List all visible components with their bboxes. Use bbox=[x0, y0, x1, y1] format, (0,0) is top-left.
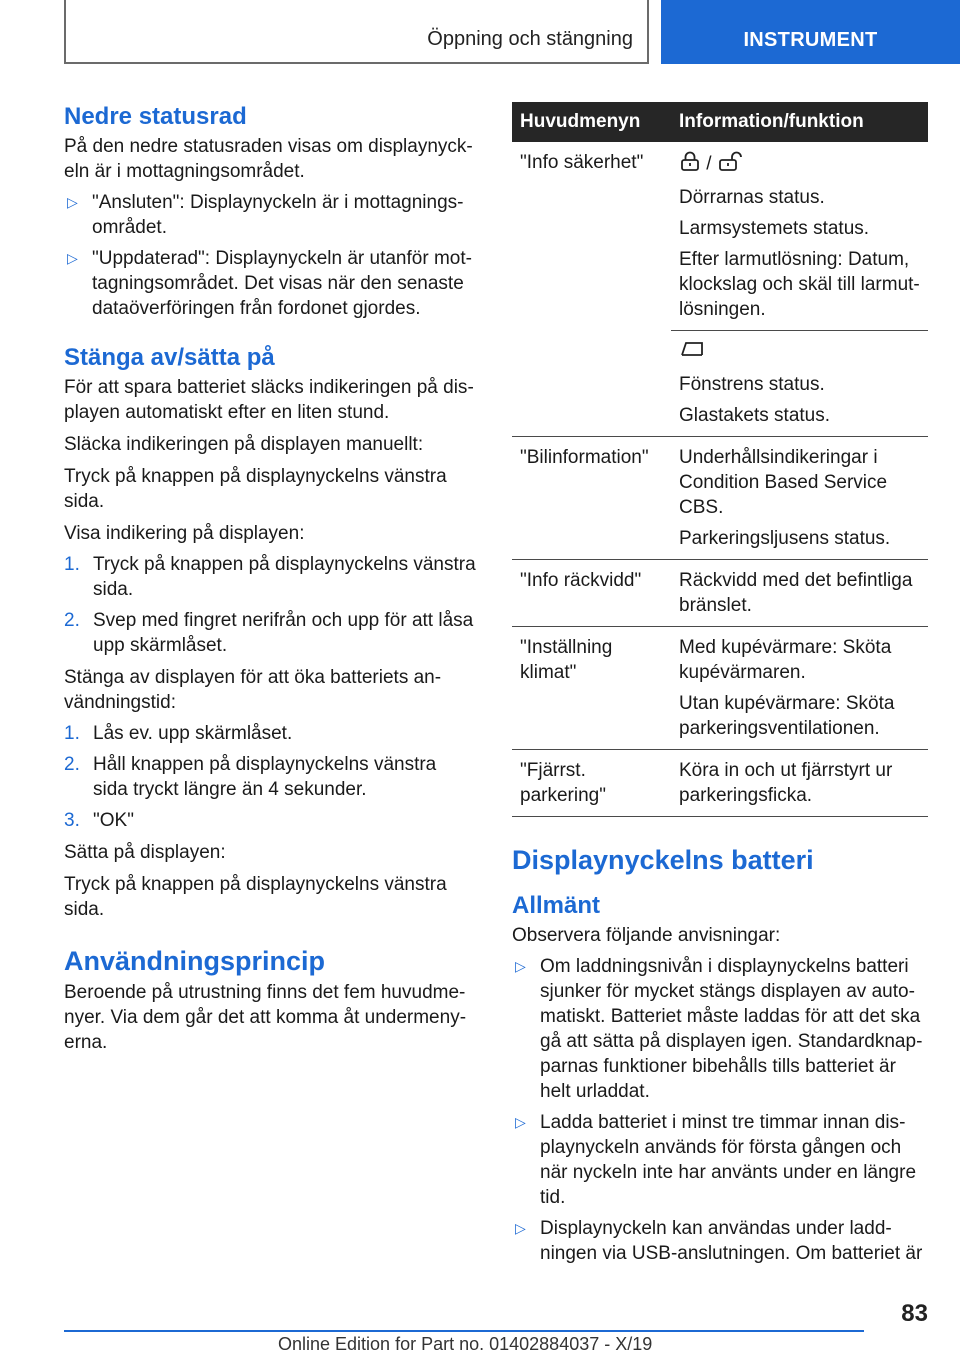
left-column bbox=[64, 102, 476, 1055]
list-item: ▷ Om laddningsnivån i displaynyckelns batteri sjunker för mycket stängs displayen av automatiskt. Batteriet måste laddas för att det ska gå att sätta på displayen igen. Standardknapparnas funktioner bibehålls tills batteriet är helt urladdat. bbox=[515, 956, 923, 1102]
table-header-info-function: Information/funktion bbox=[671, 102, 928, 142]
list-item: 1. Tryck på knappen på displaynyckelns vänstra sida. bbox=[64, 554, 476, 600]
list-item: 2. Svep med fingret nerifrån och upp för att låsa upp skärmlåset. bbox=[64, 610, 474, 656]
lock-open-icon bbox=[717, 150, 743, 179]
table-cell-info: / Dörrarnas status. Larmsystemets status. Efter larmutlösning: Datum, klockslag och skäl till larmutlösningen. bbox=[671, 142, 928, 331]
table-cell-info: Med kupévärmare: Sköta kupévärmaren. Utan kupévärmare: Sköta parkeringsventilationen. bbox=[671, 627, 928, 750]
heading-on-off: Stänga av/sätta på bbox=[64, 344, 275, 371]
chapter-title: INSTRUMENT bbox=[743, 29, 878, 51]
lock-closed-icon bbox=[679, 150, 701, 179]
heading-battery: Displaynyckelns batteri bbox=[512, 845, 814, 875]
show-steps-list bbox=[64, 552, 476, 658]
paragraph: För att spara batteriet släcks indikeringen på displayen automatiskt efter en liten stund. bbox=[64, 377, 474, 423]
footer-divider bbox=[64, 1330, 864, 1332]
main-menu-table bbox=[512, 102, 928, 817]
status-list bbox=[64, 190, 476, 321]
list-item: ▷ "Uppdaterad": Displaynyckeln är utanför mottagningsområdet. Det visas när den senaste dataöverföringen från fordonet gjordes. bbox=[67, 248, 472, 319]
paragraph: Observera följande anvisningar: bbox=[512, 925, 781, 946]
list-item: ▷ Ladda batteriet i minst tre timmar innan displaynyckeln används för första gången och när nyckeln inte har använts under en längre tid. bbox=[515, 1112, 917, 1208]
paragraph: Beroende på utrustning finns det fem huvudmenyer. Via dem går det att komma åt undermenyerna. bbox=[64, 982, 467, 1053]
paragraph: Tryck på knappen på displaynyckelns vänstra sida. bbox=[64, 466, 447, 512]
footer-edition: Online Edition for Part no. 01402884037 - X/19 bbox=[278, 1334, 653, 1354]
paragraph: Tryck på knappen på displaynyckelns vänstra sida. bbox=[64, 874, 447, 920]
paragraph: Släcka indikeringen på displayen manuellt: bbox=[64, 434, 424, 455]
table-cell-menu: "Inställning klimat" bbox=[512, 627, 671, 750]
table-cell-info: Fönstrens status. Glastakets status. bbox=[671, 331, 928, 437]
heading-status-bar: Nedre statusrad bbox=[64, 103, 247, 130]
page-number: 83 bbox=[901, 1300, 928, 1327]
triangle-bullet-icon: ▷ bbox=[515, 1220, 526, 1236]
triangle-bullet-icon: ▷ bbox=[515, 958, 526, 974]
table-cell-menu: "Fjärrst. parkering" bbox=[512, 750, 671, 817]
heading-usage-principle: Användningsprincip bbox=[64, 946, 326, 976]
right-column bbox=[512, 102, 928, 1266]
battery-list bbox=[512, 954, 928, 1266]
triangle-bullet-icon: ▷ bbox=[515, 1114, 526, 1130]
list-item: 2. Håll knappen på displaynyckelns vänstra sida tryckt längre än 4 sekunder. bbox=[64, 754, 437, 800]
table-cell-info: Underhållsindikeringar i Condition Based Service CBS. Parkeringsljusens status. bbox=[671, 437, 928, 560]
table-cell-menu: "Bilinformation" bbox=[512, 437, 671, 560]
paragraph: Stänga av displayen för att öka batteriets användningstid: bbox=[64, 667, 442, 713]
section-title: Öppning och stängning bbox=[427, 28, 633, 50]
triangle-bullet-icon: ▷ bbox=[67, 194, 78, 210]
table-cell-menu: "Info säkerhet" bbox=[512, 142, 671, 437]
car-window-icon bbox=[679, 339, 705, 366]
paragraph: På den nedre statusraden visas om displaynyckeln är i mottagningsområdet. bbox=[64, 136, 473, 182]
off-steps-list bbox=[64, 721, 476, 833]
heading-general: Allmänt bbox=[512, 892, 601, 919]
list-item: 3. "OK" bbox=[64, 810, 134, 831]
chapter-tab[interactable] bbox=[661, 0, 960, 64]
triangle-bullet-icon: ▷ bbox=[67, 250, 78, 266]
table-cell-info: Räckvidd med det befintliga bränslet. bbox=[671, 560, 928, 627]
list-item: ▷ Displaynyckeln kan användas under laddningen via USB-anslutningen. Om batteriet är bbox=[515, 1218, 923, 1264]
table-header-main-menu: Huvudmenyn bbox=[512, 102, 671, 142]
table-cell-menu: "Info räckvidd" bbox=[512, 560, 671, 627]
header-section-box bbox=[64, 0, 649, 64]
paragraph: Sätta på displayen: bbox=[64, 842, 226, 863]
table-cell-info: Köra in och ut fjärrstyrt ur parkeringsficka. bbox=[671, 750, 928, 817]
list-item: 1. Lås ev. upp skärmlåset. bbox=[64, 723, 293, 744]
list-item: ▷ "Ansluten": Displaynyckeln är i mottagningsområdet. bbox=[67, 192, 464, 238]
paragraph: Visa indikering på displayen: bbox=[64, 523, 305, 544]
